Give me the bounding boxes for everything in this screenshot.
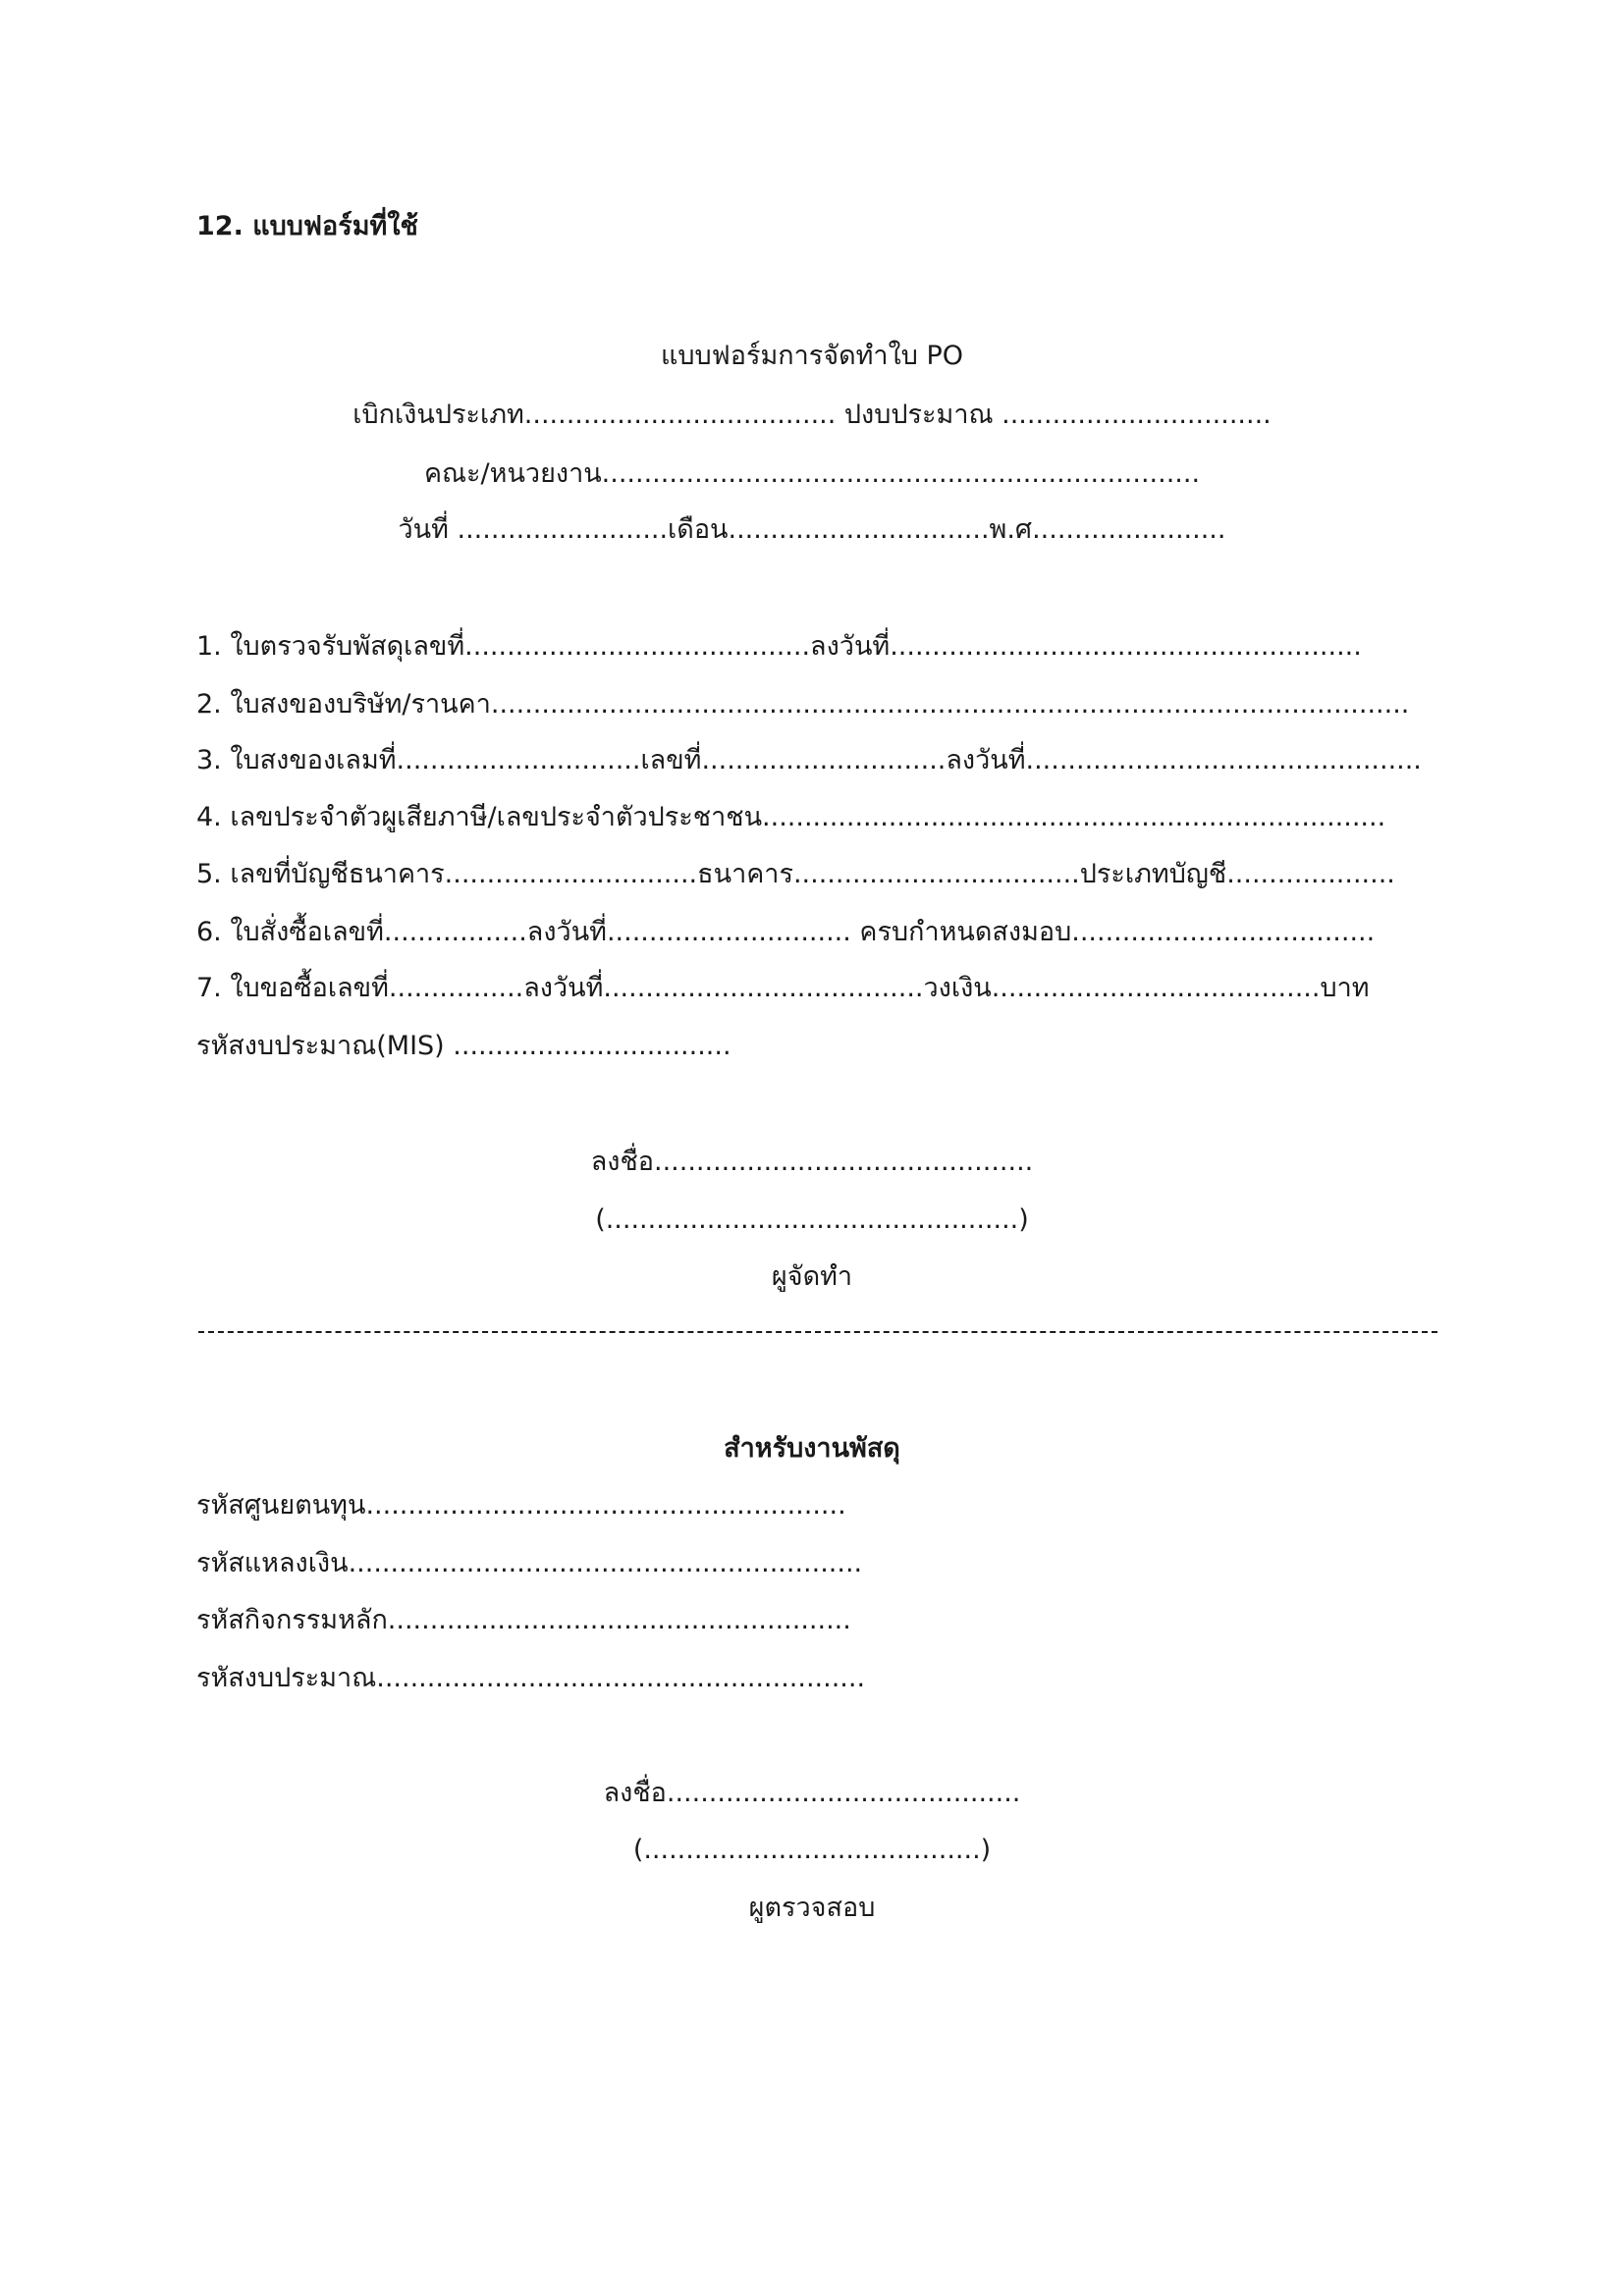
supply-field-main-activity: รหัสกิจกรรมหลัก....................................................... xyxy=(196,1605,851,1635)
form-field-3: 3. ใบสงของเลมที่.............................เลขที่.............................ลงวันที่............................................... xyxy=(196,745,1422,775)
supply-field-fund-source: รหัสแหลงเงิน............................................................. xyxy=(196,1548,863,1578)
inspector-name-line: (........................................) xyxy=(632,1835,992,1865)
inspector-sign-line: ลงชื่อ.......................................... xyxy=(603,1778,1021,1808)
form-field-1: 1. ใบตรวจรับพัสดุเลขที่.........................................ลงวันที่........................................................ xyxy=(196,631,1362,662)
preparer-sign-line: ลงชื่อ............................................. xyxy=(590,1147,1034,1177)
preparer-name-line: (.................................................) xyxy=(595,1204,1029,1235)
form-title: แบบฟอร์มการจัดทำใบ PO xyxy=(660,341,964,371)
faculty-line: คณะ/หนวยงาน....................................................................... xyxy=(423,458,1201,489)
supply-field-cost-center: รหัสศูนยตนทุน......................................................... xyxy=(196,1490,846,1521)
preparer-role: ผูจัดทำ xyxy=(771,1261,853,1292)
form-field-mis: รหัสงบประมาณ(MIS) ................................. xyxy=(196,1031,731,1061)
supply-heading: สำหรับงานพัสดุ xyxy=(724,1433,900,1464)
supply-field-budget-code: รหัสงบประมาณ.......................................................... xyxy=(196,1663,866,1693)
form-field-5: 5. เลขที่บัญชีธนาคาร..............................ธนาคาร..................................ประเภทบัญชี.................... xyxy=(196,859,1395,889)
date-line: วันที่ .........................เดือน...............................พ.ศ....................... xyxy=(398,514,1226,545)
form-field-2: 2. ใบสงของบริษัท/รานคา............................................................................................................. xyxy=(196,689,1410,720)
form-field-6: 6. ใบสั่งซื้อเลขที่.................ลงวันที่............................. ครบกำหนดสงมอบ.................................... xyxy=(196,917,1376,947)
section-heading: 12. แบบฟอร์มที่ใช้ xyxy=(196,211,418,241)
inspector-role: ผูตรวจสอบ xyxy=(748,1893,876,1923)
form-field-4: 4. เลขประจำตัวผูเสียภาษี/เลขประจำตัวประชาชน.......................................................................... xyxy=(196,802,1386,832)
form-field-7: 7. ใบขอซื้อเลขที่................ลงวันที่......................................วงเงิน.......................................บาท xyxy=(196,973,1370,1003)
budget-type-line: เบิกเงินประเภท..................................... ปงบประมาณ ................................ xyxy=(352,400,1272,430)
dashed-separator xyxy=(198,1331,1437,1333)
